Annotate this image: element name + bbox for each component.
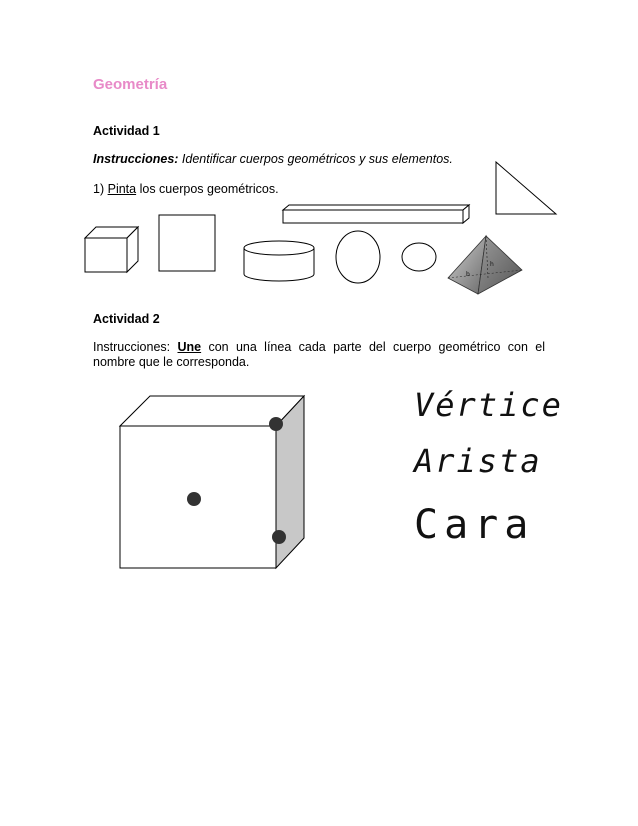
activity1-step <box>93 182 279 196</box>
pyramid-label-b: b <box>466 271 470 278</box>
pyramid-shape <box>446 234 526 296</box>
rectangular-prism-shape <box>280 204 470 226</box>
face-dot-icon[interactable] <box>187 492 201 506</box>
square-shape <box>158 214 218 274</box>
activity1-instructions <box>93 152 453 166</box>
activity1-heading: Actividad 1 <box>93 124 160 138</box>
pyramid-label-h: h <box>490 261 494 268</box>
sphere-shape <box>334 230 384 286</box>
step-rest: los cuerpos geométricos. <box>139 182 279 196</box>
cube-shape <box>82 224 142 276</box>
ellipse-shape <box>400 242 440 274</box>
instructions2-verb: Une <box>177 340 202 354</box>
edge-dot-icon[interactable] <box>272 530 286 544</box>
step-verb: Pinta <box>107 182 137 196</box>
step-number: 1) <box>93 182 105 196</box>
page-title: Geometría <box>93 76 168 93</box>
instructions2-label: Instrucciones: <box>93 340 171 354</box>
instructions-text: Identificar cuerpos geométricos y sus elementos. <box>181 152 453 166</box>
word-arista[interactable]: Arista <box>414 442 542 480</box>
cylinder-shape <box>240 238 318 284</box>
instructions-label: Instrucciones: <box>93 152 179 166</box>
instructions2-rest: con una línea cada parte del cuerpo geométrico con el nombre que le corresponda. <box>93 340 545 369</box>
activity2-heading: Actividad 2 <box>93 312 160 326</box>
big-cube-diagram <box>118 394 308 570</box>
word-cara[interactable]: Cara <box>414 502 535 548</box>
word-vertice[interactable]: Vértice <box>414 386 563 424</box>
activity2-instructions <box>93 340 545 370</box>
vertex-dot-icon[interactable] <box>269 417 283 431</box>
triangle-shape <box>494 160 558 216</box>
